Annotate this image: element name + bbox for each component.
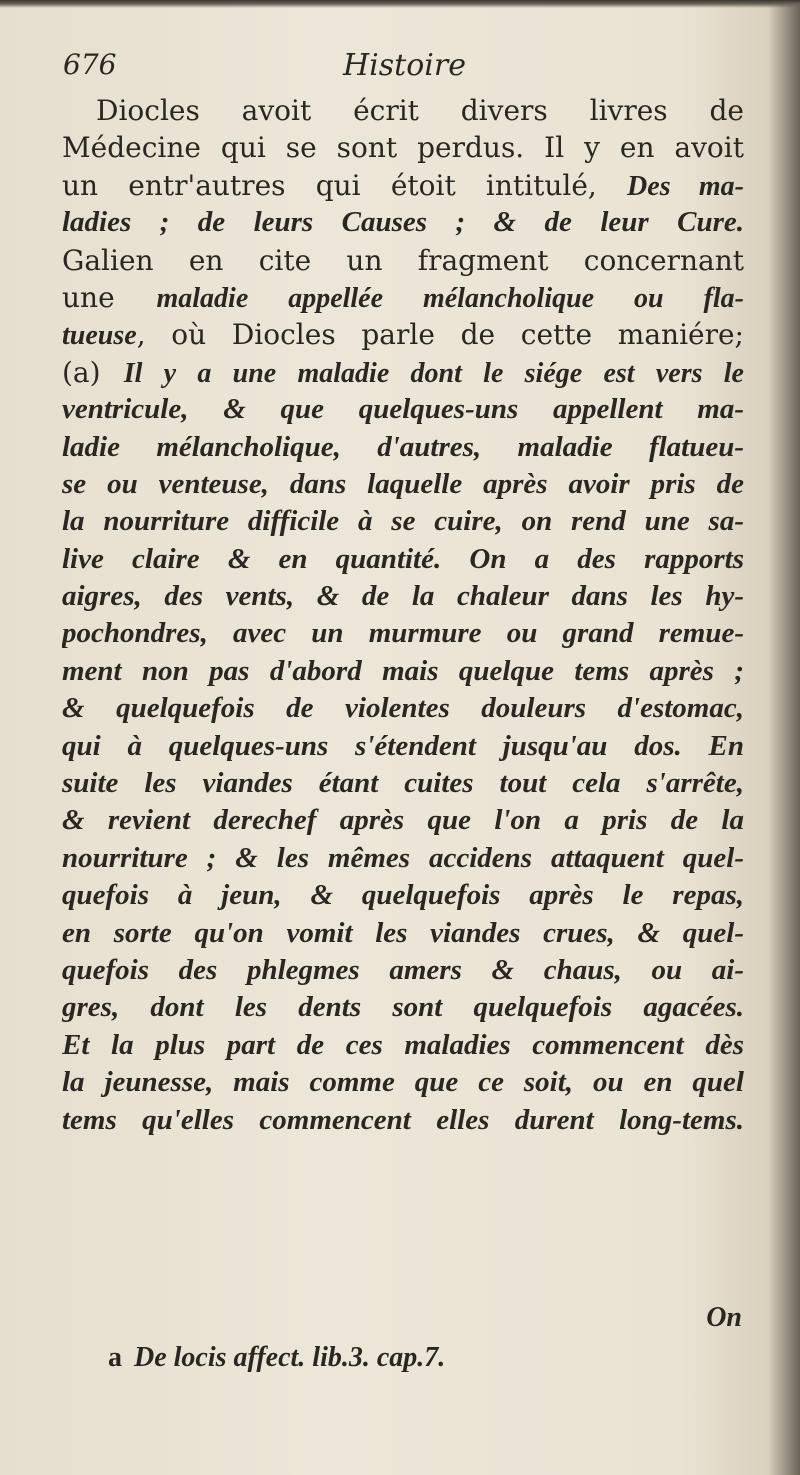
text-line: tems qu'elles commencent elles durent long-tems.	[62, 1103, 744, 1136]
footnote-text: De locis affect. lib.3. cap.7.	[134, 1342, 446, 1373]
text-line: ventricule, & que quelques-uns appellent ma-	[62, 393, 744, 426]
text-line: quefois à jeun, & quelquefois après le repas,	[62, 879, 744, 912]
text-line: ment non pas d'abord mais quelque tems après ;	[62, 654, 744, 687]
text-line: suite les viandes étant cuites tout cela s'arrête,	[62, 767, 744, 800]
text-line: nourriture ; & les mêmes accidens attaquent quel-	[62, 841, 744, 874]
text-line	[62, 354, 744, 391]
roman-run: une	[62, 280, 157, 314]
text-line: ladie mélancholique, d'autres, maladie flatueu-	[62, 430, 744, 463]
page-header	[63, 48, 743, 88]
page-number: 676	[63, 48, 117, 81]
text-line: Galien en cite un fragment concernant	[62, 243, 744, 277]
text-line	[62, 167, 744, 204]
text-line: Diocles avoit écrit divers livres de	[96, 94, 744, 127]
text-line	[62, 279, 744, 316]
catchword: On	[706, 1302, 742, 1333]
text-line: aigres, des vents, & de la chaleur dans les hy-	[62, 580, 744, 613]
text-line: en sorte qu'on vomit les viandes crues, & quel-	[62, 916, 744, 949]
text-line: la nourriture difficile à se cuire, on rend une sa-	[62, 505, 744, 538]
page-top-shadow	[0, 0, 800, 8]
footnote	[108, 1342, 445, 1374]
body-text	[62, 92, 744, 1139]
text-line: gres, dont les dents sont quelquefois agacées.	[62, 991, 744, 1024]
running-head: Histoire	[343, 48, 466, 83]
text-line: Et la plus part de ces maladies commencent dès	[62, 1028, 744, 1061]
italic-run: Il y a une maladie dont le siége est vers le	[123, 357, 744, 389]
text-line: ladies ; de leurs Causes ; & de leur Cure.	[62, 206, 744, 239]
text-line: Médecine qui se sont perdus. Il y en avoit	[62, 131, 744, 165]
text-line: & quelquefois de violentes douleurs d'estomac,	[62, 692, 744, 725]
text-line	[62, 316, 744, 353]
text-line: & revient derechef après que l'on a pris de la	[62, 804, 744, 837]
roman-run: un entr'autres qui étoit intitulé,	[62, 168, 628, 202]
text-line: se ou venteuse, dans laquelle après avoir pris de	[62, 467, 744, 500]
roman-run: , où Diocles parle de cette maniére;	[136, 318, 744, 352]
text-line: la jeunesse, mais comme que ce soit, ou en quel	[62, 1066, 744, 1099]
text-line: quefois des phlegmes amers & chaus, ou ai-	[62, 953, 744, 986]
italic-run: Des ma-	[627, 170, 744, 202]
text-line: qui à quelques-uns s'étendent jusqu'au dos. En	[62, 729, 744, 762]
text-line: live claire & en quantité. On a des rapports	[62, 542, 744, 575]
footnote-marker: a	[108, 1342, 122, 1373]
italic-run: maladie appellée mélancholique ou fla-	[156, 282, 744, 314]
italic-run: tueuse	[62, 320, 137, 352]
text-line: pochondres, avec un murmure ou grand remue-	[62, 617, 744, 650]
roman-run: (a)	[62, 355, 124, 389]
